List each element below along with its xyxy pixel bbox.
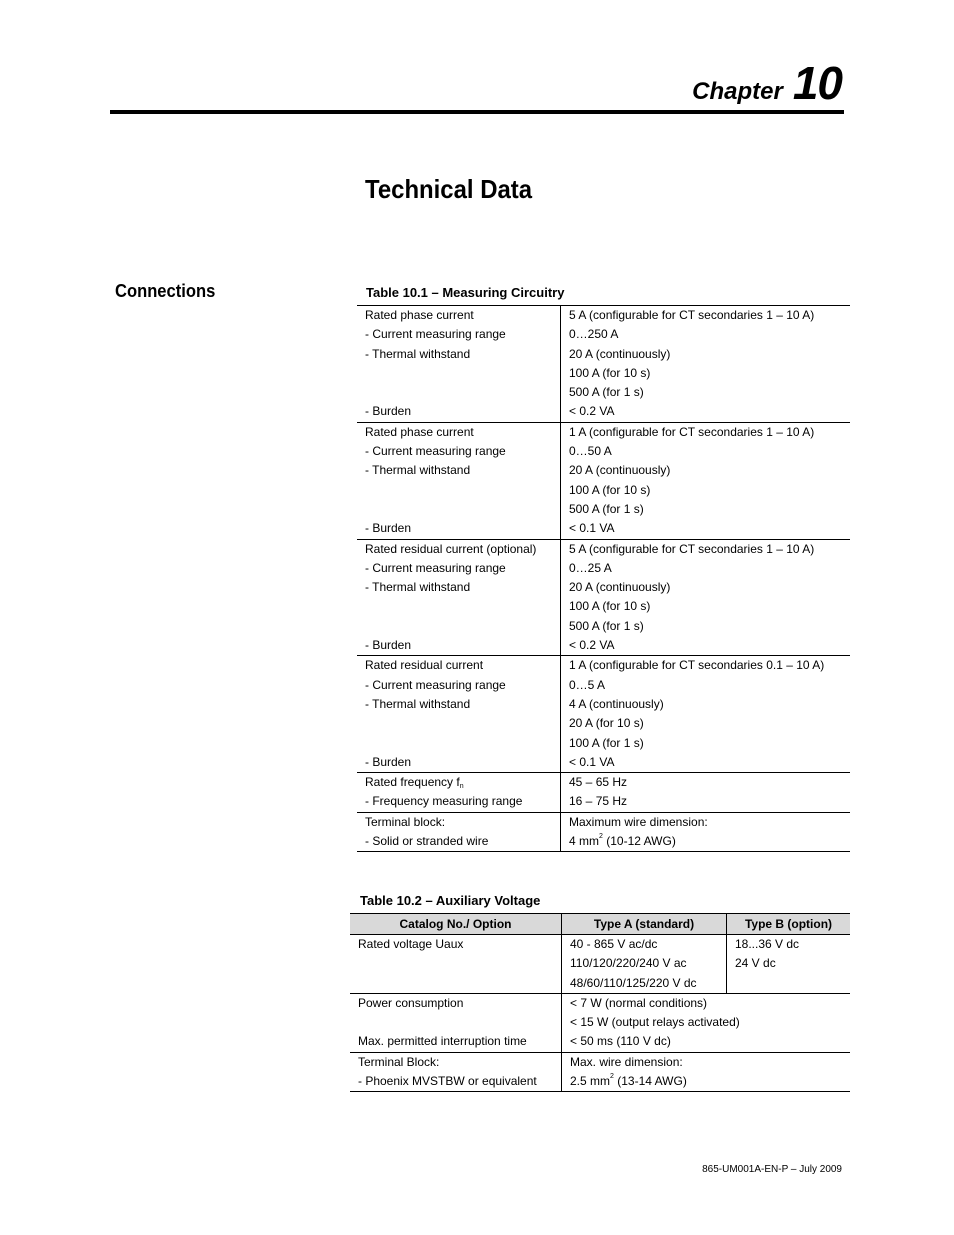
cell-line: Rated voltage Uaux xyxy=(358,937,464,951)
table-row xyxy=(357,812,850,852)
cell-line: Rated residual current xyxy=(365,658,484,673)
cell-text: 2.5 mm xyxy=(570,1074,611,1089)
cell-line: Rated phase current xyxy=(365,424,474,439)
cell-line: < 50 ms (110 V dc) xyxy=(570,1034,671,1049)
cell-line: - Frequency measuring range xyxy=(365,794,523,809)
cell-line: 0…50 A xyxy=(569,444,612,459)
table-row xyxy=(357,422,850,539)
table-cell xyxy=(357,656,561,773)
table-cell xyxy=(350,935,562,994)
table-cell xyxy=(561,812,851,852)
cell-text: (10-12 AWG) xyxy=(602,834,676,849)
cell-line xyxy=(365,617,554,636)
cell-line: 100 A (for 10 s) xyxy=(569,482,651,497)
chapter-heading xyxy=(692,56,842,110)
cell-line: - Phoenix MVSTBW or equivalent xyxy=(358,1074,537,1089)
cell-line: 48/60/110/125/220 V dc xyxy=(570,975,697,990)
table-row xyxy=(357,656,850,773)
cell-line: < 7 W (normal conditions) xyxy=(570,995,708,1010)
table-row xyxy=(350,935,850,994)
chapter-number: 10 xyxy=(792,57,842,109)
cell-line xyxy=(365,597,554,616)
cell-line: - Thermal withstand xyxy=(365,580,471,595)
cell-line: 20 A (continuously) xyxy=(569,346,671,361)
table-row xyxy=(357,539,850,656)
cell-line: 5 A (configurable for CT secondaries 1 – 10 A) xyxy=(569,308,815,322)
cell-line: - Solid or stranded wire xyxy=(365,834,489,849)
chapter-rule xyxy=(110,110,844,114)
cell-line: - Current measuring range xyxy=(365,677,506,692)
table-cell xyxy=(561,539,851,656)
cell-line: 0…250 A xyxy=(569,327,619,342)
chapter-word: Chapter xyxy=(692,78,783,105)
table-row xyxy=(350,1052,850,1092)
cell-line: < 15 W (output relays activated) xyxy=(570,1015,740,1030)
cell-line: 20 A (continuously) xyxy=(569,580,671,595)
table1-caption: Table 10.1 – Measuring Circuitry xyxy=(366,285,565,300)
cell-line xyxy=(365,364,554,383)
table-cell xyxy=(357,812,561,852)
cell-line: < 0.2 VA xyxy=(569,404,615,419)
cell-line: 20 A (for 10 s) xyxy=(569,716,644,731)
table-cell xyxy=(357,306,561,423)
cell-line xyxy=(365,383,554,402)
table-cell xyxy=(562,1052,851,1092)
cell-line: Max. wire dimension: xyxy=(570,1054,683,1069)
table-cell xyxy=(561,773,851,813)
table-cell xyxy=(562,993,851,1052)
cell-line: 100 A (for 10 s) xyxy=(569,365,651,380)
cell-line xyxy=(365,500,554,519)
cell-line: 0…5 A xyxy=(569,677,606,692)
measuring-circuitry-table xyxy=(357,305,850,852)
cell-line: 500 A (for 1 s) xyxy=(569,385,644,400)
cell-line: 1 A (configurable for CT secondaries 1 – 10 A) xyxy=(569,424,815,439)
cell-line: Terminal block: xyxy=(365,814,446,829)
cell-line: < 0.2 VA xyxy=(569,638,615,653)
cell-line: 110/120/220/240 V ac xyxy=(570,956,687,971)
cell-text: Rated frequency f xyxy=(365,775,460,790)
cell-line: < 0.1 VA xyxy=(569,521,615,536)
table-cell xyxy=(562,935,727,994)
cell-line: 20 A (continuously) xyxy=(569,463,671,478)
page-footer: 865-UM001A-EN-P – July 2009 xyxy=(702,1164,842,1175)
cell-line: < 0.1 VA xyxy=(569,754,615,769)
auxiliary-voltage-table xyxy=(350,913,850,1092)
table-row xyxy=(357,306,850,423)
cell-line xyxy=(365,714,554,733)
cell-line: 16 – 75 Hz xyxy=(569,794,628,809)
table-cell xyxy=(350,1052,562,1092)
page-title: Technical Data xyxy=(365,174,533,204)
cell-line: Maximum wire dimension: xyxy=(569,814,708,829)
table-cell xyxy=(357,422,561,539)
table-row xyxy=(357,773,850,813)
cell-line: 0…25 A xyxy=(569,560,612,575)
cell-line xyxy=(365,481,554,500)
cell-line: 45 – 65 Hz xyxy=(569,775,628,790)
cell-line xyxy=(569,832,844,851)
cell-line: - Current measuring range xyxy=(365,327,506,342)
table-cell xyxy=(350,993,562,1052)
cell-line: 500 A (for 1 s) xyxy=(569,618,644,633)
cell-line: 18...36 V dc xyxy=(735,937,800,951)
cell-line: - Burden xyxy=(365,638,412,653)
table-cell xyxy=(357,773,561,813)
table-cell xyxy=(561,422,851,539)
cell-line: Terminal Block: xyxy=(358,1054,440,1069)
cell-line: 5 A (configurable for CT secondaries 1 – 10 A) xyxy=(569,541,815,556)
table2-caption: Table 10.2 – Auxiliary Voltage xyxy=(360,893,541,908)
cell-line: - Burden xyxy=(365,754,412,769)
cell-line: Rated residual current (optional) xyxy=(365,541,537,556)
column-header: Type A (standard) xyxy=(562,914,727,935)
cell-line: 24 V dc xyxy=(735,956,776,971)
cell-line: 500 A (for 1 s) xyxy=(569,501,644,516)
column-header: Type B (option) xyxy=(727,914,851,935)
cell-line xyxy=(358,1013,555,1032)
cell-line: 40 - 865 V ac/dc xyxy=(570,937,658,951)
cell-line xyxy=(570,1072,844,1091)
cell-line: - Burden xyxy=(365,521,412,536)
superscript: 2 xyxy=(599,833,603,841)
column-header: Catalog No./ Option xyxy=(350,914,562,935)
cell-text: 4 mm xyxy=(569,834,599,849)
cell-line: Power consumption xyxy=(358,995,464,1010)
cell-line: Rated phase current xyxy=(365,308,474,322)
cell-text: (13-14 AWG) xyxy=(613,1074,687,1089)
subscript: n xyxy=(459,783,464,791)
table-cell xyxy=(561,656,851,773)
table-cell xyxy=(561,306,851,423)
table-cell xyxy=(727,935,851,994)
table-row xyxy=(350,993,850,1052)
cell-line: 4 A (continuously) xyxy=(569,696,664,711)
cell-line: - Burden xyxy=(365,404,412,419)
cell-line: 1 A (configurable for CT secondaries 0.1 – 10 A) xyxy=(569,658,825,673)
cell-line: - Thermal withstand xyxy=(365,346,471,361)
cell-line: - Current measuring range xyxy=(365,560,506,575)
cell-line xyxy=(358,974,555,993)
cell-line xyxy=(735,974,844,993)
cell-line: - Thermal withstand xyxy=(365,696,471,711)
table-header-row xyxy=(350,914,850,935)
cell-line: 100 A (for 1 s) xyxy=(569,735,644,750)
cell-line: - Thermal withstand xyxy=(365,463,471,478)
cell-line: 100 A (for 10 s) xyxy=(569,599,651,614)
cell-line xyxy=(365,734,554,753)
table-cell xyxy=(357,539,561,656)
cell-line xyxy=(358,954,555,973)
cell-line: Max. permitted interruption time xyxy=(358,1034,527,1049)
cell-line: - Current measuring range xyxy=(365,444,506,459)
section-title: Connections xyxy=(115,281,216,301)
superscript: 2 xyxy=(610,1073,614,1081)
cell-line xyxy=(365,773,554,792)
